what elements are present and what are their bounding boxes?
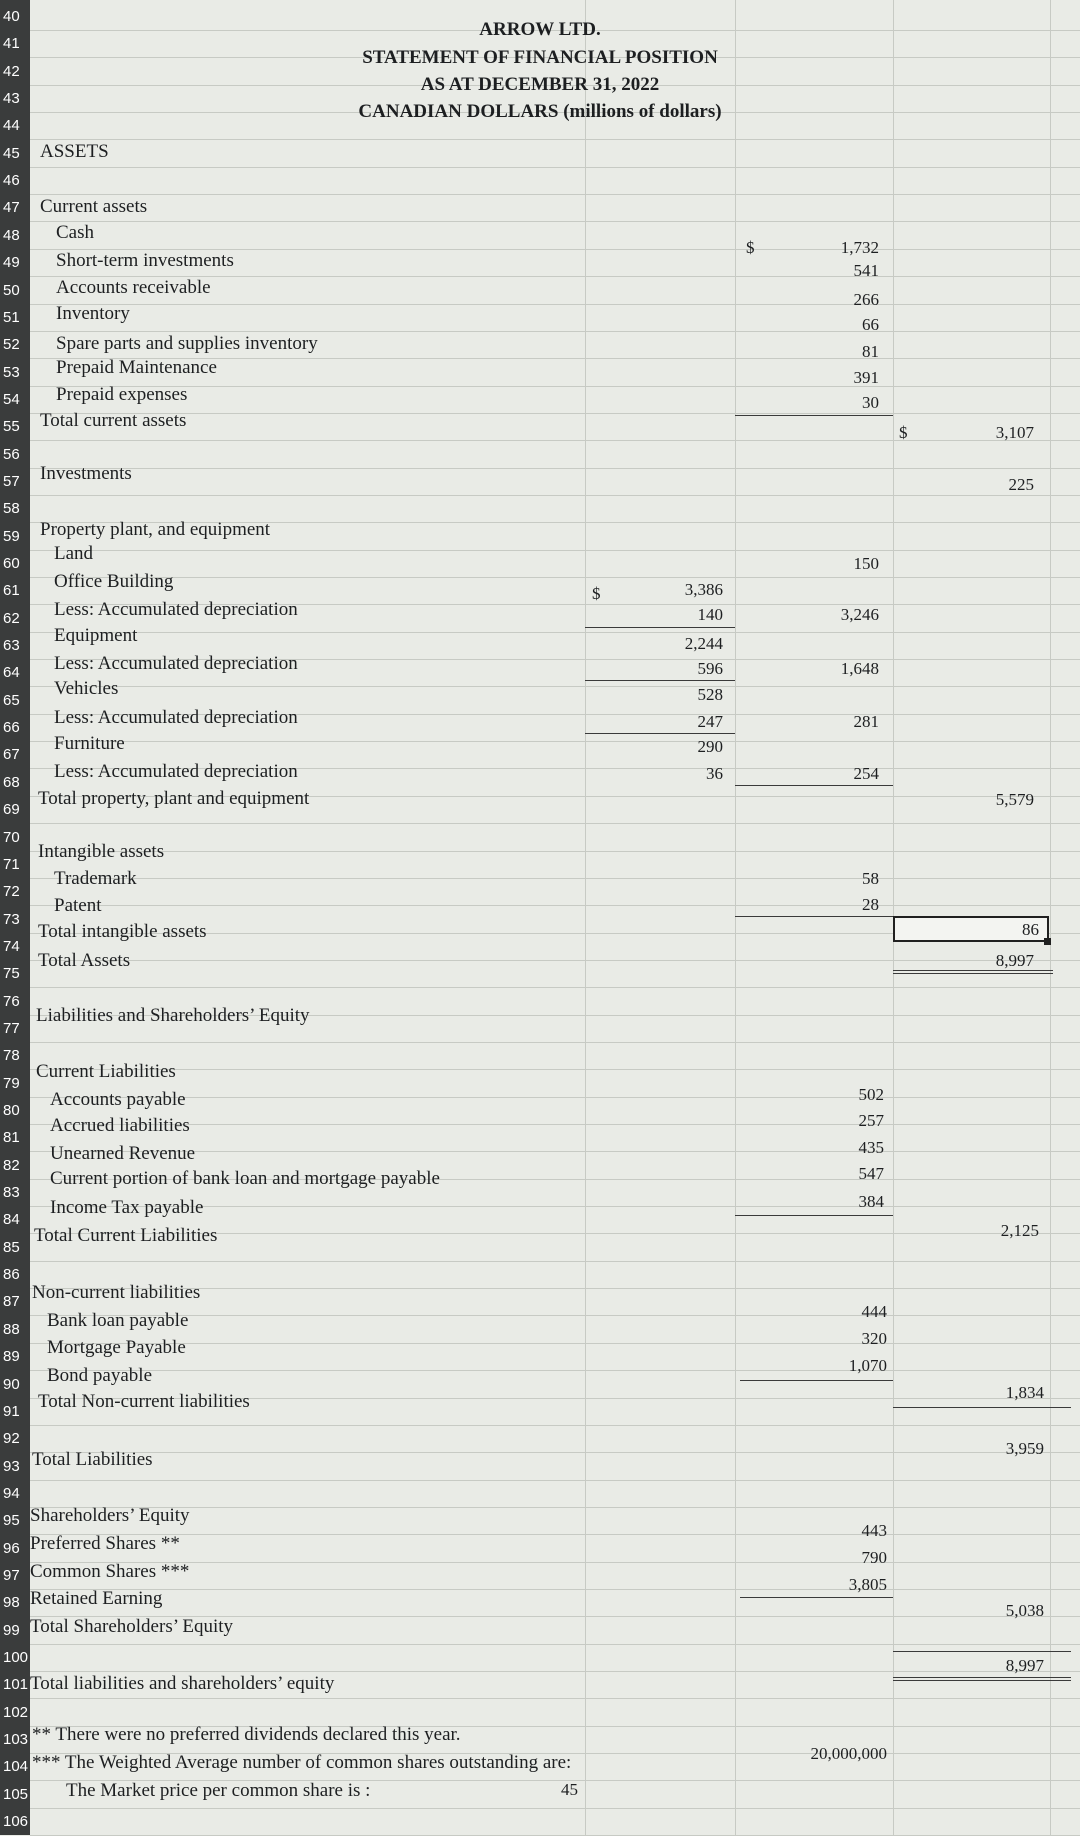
line-item-label: Less: Accumulated depreciation bbox=[54, 761, 298, 782]
value-cell[interactable]: 20,000,000 bbox=[810, 1744, 887, 1763]
line-item-label: Less: Accumulated depreciation bbox=[54, 653, 298, 674]
row-number[interactable]: 72 bbox=[3, 883, 20, 901]
statement-title: STATEMENT OF FINANCIAL POSITION bbox=[362, 47, 718, 68]
column-gridline bbox=[735, 0, 736, 1835]
row-number[interactable]: 96 bbox=[3, 1539, 20, 1557]
value-cell[interactable]: 150 bbox=[853, 554, 879, 573]
line-item-label: Furniture bbox=[54, 733, 125, 754]
value-cell[interactable]: 596 bbox=[697, 659, 723, 678]
row-number[interactable]: 85 bbox=[3, 1238, 20, 1256]
line-item-label: Less: Accumulated depreciation bbox=[54, 707, 298, 728]
row-gridline bbox=[30, 495, 1080, 496]
group-heading: Current Liabilities bbox=[36, 1061, 176, 1082]
company-title: ARROW LTD. bbox=[479, 19, 601, 40]
row-number[interactable]: 97 bbox=[3, 1566, 20, 1584]
row-number[interactable]: 81 bbox=[3, 1129, 20, 1147]
value-cell[interactable]: 8,997 bbox=[995, 951, 1034, 970]
value-cell[interactable]: 391 bbox=[853, 368, 879, 387]
group-heading: Shareholders’ Equity bbox=[30, 1505, 190, 1526]
row-number[interactable]: 66 bbox=[3, 719, 20, 737]
row-number[interactable]: 103 bbox=[3, 1731, 29, 1749]
value-cell[interactable]: 1,834 bbox=[1005, 1383, 1044, 1402]
row-gridline bbox=[30, 632, 1080, 633]
row-number[interactable]: 69 bbox=[3, 801, 20, 819]
value-cell[interactable]: 1,070 bbox=[848, 1356, 887, 1375]
row-number[interactable]: 105 bbox=[3, 1785, 29, 1803]
subtotal-underline bbox=[740, 1597, 893, 1598]
row-number[interactable]: 87 bbox=[3, 1293, 20, 1311]
line-item-label: Bank loan payable bbox=[47, 1310, 189, 1331]
row-number[interactable]: 82 bbox=[3, 1156, 20, 1174]
line-item-label: Short-term investments bbox=[56, 250, 234, 271]
line-item-label: Spare parts and supplies inventory bbox=[56, 333, 318, 354]
line-item-label: Unearned Revenue bbox=[50, 1143, 196, 1164]
row-gridline bbox=[30, 905, 1080, 906]
value-cell[interactable]: 254 bbox=[853, 764, 879, 783]
total-label: Total intangible assets bbox=[38, 921, 207, 942]
row-number[interactable]: 104 bbox=[3, 1758, 29, 1776]
total-label: Total Assets bbox=[38, 950, 131, 971]
value-cell[interactable]: 30 bbox=[862, 393, 879, 412]
subtotal-underline bbox=[735, 415, 893, 416]
row-number[interactable]: 98 bbox=[3, 1594, 20, 1612]
value-cell[interactable]: 66 bbox=[862, 315, 879, 334]
row-number[interactable]: 67 bbox=[3, 746, 20, 764]
value-cell[interactable]: 3,805 bbox=[848, 1575, 887, 1594]
row-number[interactable]: 49 bbox=[3, 254, 20, 272]
row-number[interactable]: 61 bbox=[3, 582, 20, 600]
value-cell[interactable]: 5,038 bbox=[1005, 1601, 1044, 1620]
line-item-label: Less: Accumulated depreciation bbox=[54, 599, 298, 620]
subtotal-underline bbox=[735, 1215, 893, 1216]
row-number[interactable]: 40 bbox=[3, 8, 20, 25]
row-gridline bbox=[30, 167, 1080, 168]
value-cell[interactable]: 502 bbox=[858, 1085, 884, 1104]
row-gridline bbox=[30, 440, 1080, 441]
row-number[interactable]: 99 bbox=[3, 1621, 20, 1639]
currency-symbol: $ bbox=[746, 238, 755, 257]
row-number[interactable]: 42 bbox=[3, 62, 20, 80]
row-number[interactable]: 46 bbox=[3, 172, 20, 190]
value-cell[interactable]: 36 bbox=[706, 764, 723, 783]
subtotal-underline bbox=[893, 1651, 1071, 1652]
value-cell[interactable]: 225 bbox=[1008, 475, 1034, 494]
group-heading: Current assets bbox=[40, 196, 148, 217]
value-cell[interactable]: 790 bbox=[861, 1548, 887, 1567]
row-number[interactable]: 55 bbox=[3, 418, 20, 436]
row-gridline bbox=[30, 221, 1080, 222]
row-number[interactable]: 43 bbox=[3, 90, 20, 108]
row-number[interactable]: 75 bbox=[3, 965, 20, 983]
statement-date: AS AT DECEMBER 31, 2022 bbox=[420, 74, 660, 95]
line-item-label: Prepaid Maintenance bbox=[56, 357, 217, 378]
row-gridline bbox=[30, 1261, 1080, 1262]
row-number[interactable]: 73 bbox=[3, 910, 20, 928]
row-number[interactable]: 94 bbox=[3, 1484, 20, 1502]
row-number[interactable]: 106 bbox=[3, 1813, 29, 1831]
value-cell[interactable]: 281 bbox=[853, 712, 879, 731]
row-number[interactable]: 68 bbox=[3, 773, 20, 791]
value-cell[interactable]: 384 bbox=[858, 1192, 884, 1211]
value-cell[interactable]: 435 bbox=[858, 1138, 884, 1157]
value-cell[interactable]: 541 bbox=[853, 261, 879, 280]
row-number[interactable]: 86 bbox=[3, 1266, 20, 1284]
row-gridline bbox=[30, 194, 1080, 195]
value-cell[interactable]: 444 bbox=[861, 1302, 887, 1321]
row-number[interactable]: 47 bbox=[3, 199, 20, 217]
total-label: Total Liabilities bbox=[32, 1449, 153, 1470]
value-cell[interactable]: 2,244 bbox=[684, 634, 723, 653]
line-item-label: Accrued liabilities bbox=[50, 1115, 190, 1136]
row-gridline bbox=[30, 960, 1080, 961]
column-gridline bbox=[1050, 0, 1051, 1835]
value-cell[interactable]: 320 bbox=[861, 1329, 887, 1348]
row-number[interactable]: 41 bbox=[3, 35, 20, 53]
row-number[interactable]: 89 bbox=[3, 1348, 20, 1366]
row-gridline bbox=[30, 1698, 1080, 1699]
line-item-label: Investments bbox=[40, 463, 132, 484]
row-gridline bbox=[30, 1370, 1080, 1371]
row-gridline bbox=[30, 686, 1080, 687]
row-number[interactable]: 56 bbox=[3, 445, 20, 463]
line-item-label: Income Tax payable bbox=[50, 1197, 204, 1218]
currency-symbol: $ bbox=[592, 584, 601, 603]
row-gridline bbox=[30, 741, 1080, 742]
row-number[interactable]: 80 bbox=[3, 1102, 20, 1119]
value-cell[interactable]: 8,997 bbox=[1005, 1656, 1044, 1675]
row-gridline bbox=[30, 1097, 1080, 1098]
row-number[interactable]: 48 bbox=[3, 226, 20, 244]
row-number[interactable]: 52 bbox=[3, 336, 20, 354]
row-gridline bbox=[30, 468, 1080, 469]
row-number[interactable]: 65 bbox=[3, 691, 20, 709]
row-number[interactable]: 77 bbox=[3, 1019, 20, 1037]
row-number[interactable]: 95 bbox=[3, 1512, 20, 1530]
value-cell[interactable]: 58 bbox=[862, 869, 879, 888]
line-item-label: Bond payable bbox=[47, 1365, 153, 1386]
row-number[interactable]: 88 bbox=[3, 1320, 20, 1338]
group-heading: Intangible assets bbox=[38, 841, 165, 862]
row-gridline bbox=[30, 878, 1080, 879]
section-heading: Liabilities and Shareholders’ Equity bbox=[36, 1005, 310, 1026]
total-label: Total liabilities and shareholders’ equity bbox=[30, 1673, 335, 1694]
value-cell[interactable]: 3,386 bbox=[684, 580, 723, 599]
row-number[interactable]: 53 bbox=[3, 363, 20, 381]
subtotal-underline bbox=[585, 680, 735, 681]
value-cell[interactable]: 266 bbox=[853, 290, 879, 309]
row-number[interactable]: 44 bbox=[3, 117, 20, 135]
row-number[interactable]: 76 bbox=[3, 992, 20, 1010]
row-gridline bbox=[30, 1042, 1080, 1043]
group-heading: Non-current liabilities bbox=[32, 1282, 201, 1303]
value-cell[interactable]: 140 bbox=[697, 605, 723, 624]
row-number[interactable]: 84 bbox=[3, 1211, 20, 1229]
subtotal-underline bbox=[735, 916, 893, 917]
footnote: *** The Weighted Average number of common shares outstanding are: bbox=[32, 1752, 572, 1773]
row-number[interactable]: 50 bbox=[3, 281, 20, 299]
row-gridline bbox=[30, 1425, 1080, 1426]
row-number[interactable]: 63 bbox=[3, 637, 20, 655]
row-number[interactable]: 92 bbox=[3, 1430, 20, 1448]
subtotal-underline bbox=[740, 1380, 893, 1381]
footnote: ** There were no preferred dividends declared this year. bbox=[32, 1724, 461, 1745]
row-number[interactable]: 83 bbox=[3, 1184, 20, 1202]
line-item-label: Inventory bbox=[56, 303, 130, 324]
row-number[interactable]: 58 bbox=[3, 500, 20, 518]
row-number[interactable]: 101 bbox=[3, 1676, 29, 1694]
subtotal-underline bbox=[893, 1407, 1071, 1408]
row-number[interactable]: 70 bbox=[3, 828, 20, 846]
value-cell[interactable]: 3,959 bbox=[1005, 1439, 1044, 1458]
group-heading: Property plant, and equipment bbox=[40, 519, 271, 540]
value-cell[interactable]: 528 bbox=[697, 685, 723, 704]
column-gridline bbox=[585, 0, 586, 1835]
row-gridline bbox=[30, 577, 1080, 578]
row-number[interactable]: 64 bbox=[3, 664, 20, 682]
line-item-label: Mortgage Payable bbox=[47, 1337, 186, 1358]
value-cell[interactable]: 3,246 bbox=[840, 605, 879, 624]
row-gridline bbox=[30, 1480, 1080, 1481]
statement-currency: CANADIAN DOLLARS (millions of dollars) bbox=[358, 101, 722, 122]
row-number[interactable]: 59 bbox=[3, 527, 20, 545]
row-number[interactable]: 57 bbox=[3, 472, 20, 490]
row-gridline bbox=[30, 1644, 1080, 1645]
row-gridline bbox=[30, 1589, 1080, 1590]
row-number[interactable]: 62 bbox=[3, 609, 20, 627]
value-cell[interactable]: 2,125 bbox=[1000, 1221, 1039, 1240]
total-double-underline bbox=[893, 970, 1053, 974]
row-number[interactable]: 60 bbox=[3, 555, 20, 572]
line-item-label: Prepaid expenses bbox=[56, 384, 188, 405]
value-cell[interactable]: 247 bbox=[697, 712, 723, 731]
line-item-label: Trademark bbox=[54, 868, 137, 889]
row-gridline bbox=[30, 1343, 1080, 1344]
line-item-label: Accounts payable bbox=[50, 1089, 186, 1110]
row-gridline bbox=[30, 386, 1080, 387]
row-gridline bbox=[30, 413, 1080, 414]
row-number[interactable]: 102 bbox=[3, 1703, 29, 1721]
row-gridline bbox=[30, 987, 1080, 988]
line-item-label: Vehicles bbox=[54, 678, 119, 699]
total-label: Total Current Liabilities bbox=[34, 1225, 218, 1246]
section-heading: ASSETS bbox=[40, 141, 109, 162]
row-gridline bbox=[30, 139, 1080, 140]
row-number[interactable]: 91 bbox=[3, 1402, 20, 1420]
row-number[interactable]: 54 bbox=[3, 390, 20, 408]
row-number[interactable]: 79 bbox=[3, 1074, 20, 1092]
row-gridline bbox=[30, 550, 1080, 551]
line-item-label: Preferred Shares ** bbox=[30, 1533, 180, 1554]
row-number[interactable]: 78 bbox=[3, 1047, 20, 1065]
line-item-label: Accounts receivable bbox=[56, 277, 211, 298]
row-number[interactable]: 51 bbox=[3, 308, 20, 326]
row-gridline bbox=[30, 823, 1080, 824]
row-gridline bbox=[30, 1452, 1080, 1453]
row-gridline bbox=[30, 1069, 1080, 1070]
value-cell[interactable]: 86 bbox=[1022, 920, 1039, 939]
total-label: Total current assets bbox=[40, 410, 187, 431]
row-number[interactable]: 100 bbox=[3, 1649, 29, 1666]
row-number[interactable]: 71 bbox=[3, 855, 20, 873]
row-number[interactable]: 90 bbox=[3, 1375, 20, 1393]
value-cell[interactable]: 1,732 bbox=[840, 238, 879, 257]
value-cell[interactable]: 28 bbox=[862, 895, 879, 914]
row-number[interactable]: 45 bbox=[3, 144, 20, 162]
line-item-label: Equipment bbox=[54, 625, 138, 646]
row-gridline bbox=[30, 851, 1080, 852]
value-cell[interactable]: 290 bbox=[697, 737, 723, 756]
value-cell[interactable]: 547 bbox=[858, 1164, 884, 1183]
row-number[interactable]: 74 bbox=[3, 937, 20, 955]
line-item-label: Common Shares *** bbox=[30, 1561, 190, 1582]
total-label: Total Shareholders’ Equity bbox=[30, 1616, 234, 1637]
footnote: The Market price per common share is : bbox=[66, 1780, 371, 1801]
row-gridline bbox=[30, 304, 1080, 305]
subtotal-underline bbox=[735, 785, 893, 786]
value-cell[interactable]: 1,648 bbox=[840, 659, 879, 678]
value-cell[interactable]: 257 bbox=[858, 1111, 884, 1130]
fill-handle[interactable] bbox=[1044, 938, 1051, 945]
value-cell[interactable]: 81 bbox=[862, 342, 879, 361]
value-cell[interactable]: 443 bbox=[861, 1521, 887, 1540]
total-double-underline bbox=[893, 1677, 1071, 1681]
line-item-label: Patent bbox=[54, 895, 102, 916]
value-cell[interactable]: 5,579 bbox=[995, 790, 1034, 809]
line-item-label: Land bbox=[54, 543, 94, 564]
line-item-label: Office Building bbox=[54, 571, 174, 592]
line-item-label: Current portion of bank loan and mortgage payable bbox=[50, 1168, 440, 1189]
line-item-label: Retained Earning bbox=[30, 1588, 163, 1609]
row-number[interactable]: 93 bbox=[3, 1457, 20, 1475]
value-cell[interactable]: 45 bbox=[561, 1780, 578, 1799]
line-item-label: Cash bbox=[56, 222, 94, 243]
value-cell[interactable]: 3,107 bbox=[995, 423, 1034, 442]
currency-symbol: $ bbox=[899, 423, 908, 442]
total-label: Total Non-current liabilities bbox=[38, 1391, 250, 1412]
total-label: Total property, plant and equipment bbox=[38, 788, 310, 809]
row-gridline bbox=[30, 1534, 1080, 1535]
subtotal-underline bbox=[585, 627, 735, 628]
row-gridline bbox=[30, 1808, 1080, 1809]
subtotal-underline bbox=[585, 733, 735, 734]
